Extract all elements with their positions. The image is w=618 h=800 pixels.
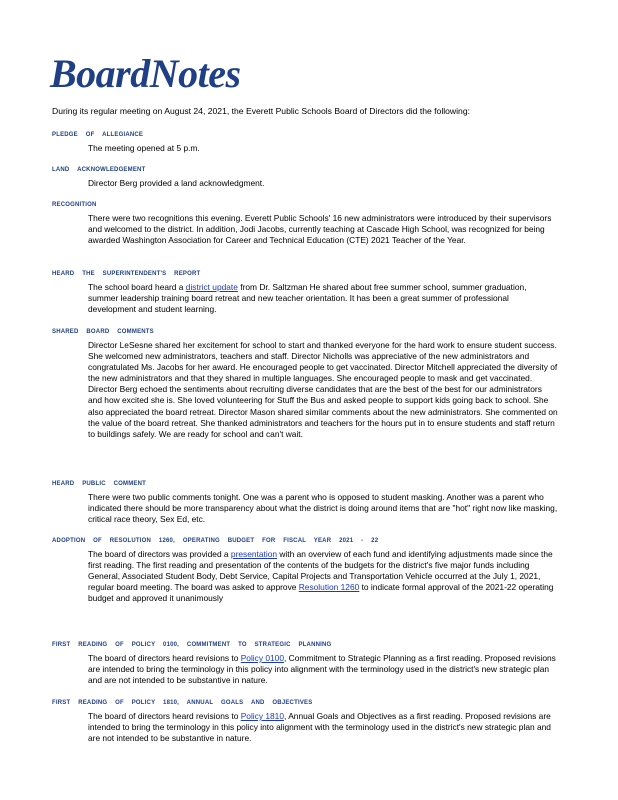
section-superintendent-report [52,270,572,315]
policy-0100-link[interactable]: Policy 0100 [240,653,285,663]
section-heading: LAND ACKNOWLEDGEMENT [52,167,146,173]
section-body: Director Berg provided a land acknowledgment. [88,178,265,188]
section-body: There were two public comments tonight. One was a parent who is opposed to student masking. Another was a parent who indicated there should be more transparency about what the district is doing around items that are "hot" right now like masking, critical race theory, Sex Ed, etc. [88,492,558,525]
section-body: Director LeSesne shared her excitement for school to start and thanked everyone for the hard work to ensure student success. She welcomed new administrators, teachers and staff. Director Nicholls was appreciative of the new administrators and congratulated Ms. Jacobs for her award. He encouraged people to get vaccinated. Director Mitchell appreciated the diversity of the new administrators and that they shared in multiple languages. She encouraged people to mask and get vaccinated. Director Berg echoed the sentiments about recruiting diverse candidates that are the best of the best for our administrators and how excited she is. She loved volunteering for Stuff the Bus and asked people to support kids going back to school. She also appreciated the board retreat. Director Mason shared similar comments about the new administrators. She commented on the value of the board retreat. She thanked administrators and teachers for the hours put in to ensure students and staff return to buildings safely. We are ready for school and can't wait. [88,340,558,439]
resolution-1260-link[interactable]: Resolution 1260 [298,582,360,593]
section-body [88,549,558,604]
body-text: from Dr. Saltzman He shared about free summer school, summer graduation, summer leadership training board retreat and new teacher orientation. It has been a great summer of professional development and student learning. [88,282,527,315]
section-board-comments [52,328,572,440]
section-body: There were two recognitions this evening. Everett Public Schools' 16 new administrators were introduced by their supervisors and welcomed to the district. In addition, Jodi Jacobs, currently teaching at Cascade High School, was recognized for being awarded Washington Association for Career and Technical Education (CTE) 2021 Teacher of the Year. [88,213,552,246]
section-policy-1810 [52,699,572,744]
district-update-link[interactable]: district update [185,282,238,292]
section-land-acknowledgement [52,166,572,189]
section-heading: HEARD PUBLIC COMMENT [52,481,146,487]
section-heading: FIRST READING OF POLICY 0100, COMMITMENT TO STRATEGIC PLANNING [52,642,332,648]
section-policy-0100 [52,641,572,686]
section-heading: ADOPTION OF RESOLUTION 1260, OPERATING BUDGET FOR FISCAL YEAR 2021 - 22 [52,538,379,544]
presentation-link[interactable]: presentation [230,549,278,559]
section-body: The meeting opened at 5 p.m. [88,143,200,153]
section-heading: HEARD THE SUPERINTENDENT'S REPORT [52,271,201,277]
body-text: to indicate formal approval of the 2021-22 operating budget and approved it unanimously [88,582,554,604]
body-text: The board of directors heard revisions to [88,711,241,721]
section-public-comment [52,480,572,525]
body-text: The board of directors heard revisions to [88,653,241,663]
section-heading: FIRST READING OF POLICY 1810, ANNUAL GOALS AND OBJECTIVES [52,700,313,706]
section-resolution-1260 [52,537,572,604]
body-text: with an overview of each fund and identifying adjustments made since the first reading. The first reading and presentation of the contents of the budgets for the district's five major funds including General, Associated Student Body, Debt Service, Capital Projects and Transportation Vehicle occurred at the July 1, 2021, regular board meeting. The board was asked to approve [88,549,553,593]
section-recognition [52,201,572,246]
section-body [88,653,558,686]
intro-text: During its regular meeting on August 24, 2021, the Everett Public Schools Board of Directors did the following: [52,106,470,116]
section-pledge [52,131,572,154]
masthead-title: BoardNotes [50,51,241,96]
body-text: , Annual Goals and Objectives as a first reading. Proposed revisions are intended to bring the terminology in this policy into alignment with the terminology used in the district's new strategic plan and are not intended to be substantive in nature. [88,711,551,744]
policy-1810-link[interactable]: Policy 1810 [240,711,285,721]
section-heading: PLEDGE OF ALLEGIANCE [52,132,144,138]
body-text: The board of directors was provided a [88,549,231,559]
section-heading: SHARED BOARD COMMENTS [52,329,154,335]
section-body [88,711,558,744]
section-heading: RECOGNITION [52,202,97,208]
section-body [88,282,558,315]
body-text: The school board heard a [88,282,186,292]
body-text: , Commitment to Strategic Planning as a first reading. Proposed revisions are intended to bring the terminology in this policy into alignment with the terminology used in the district's new strategic plan and are not intended to be substantive in nature. [88,653,556,686]
